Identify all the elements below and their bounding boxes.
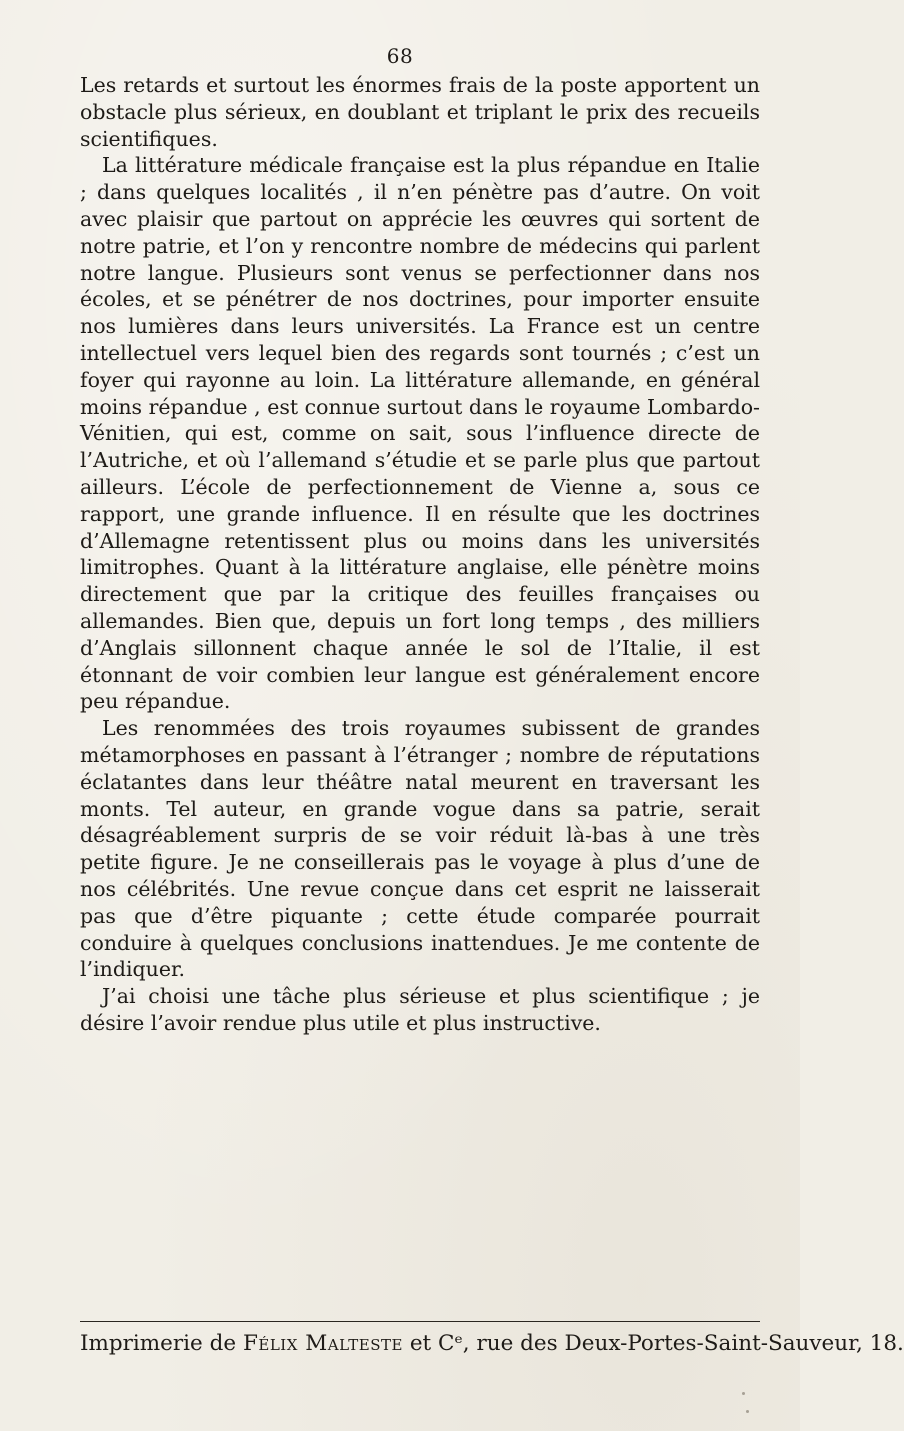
paragraph-chosen-task: J’ai choisi une tâche plus sérieuse et plus scientifique ; je désire l’avoir rendue plus utile et plus instructive. bbox=[80, 984, 760, 1035]
imprint-prefix: Imprimerie de bbox=[80, 1331, 243, 1356]
printer-imprint bbox=[80, 1331, 904, 1356]
footer-rule bbox=[80, 1321, 760, 1322]
imprint-address: et Cᵉ, rue des Deux-Portes-Saint-Sauveur, 18. bbox=[403, 1331, 904, 1356]
paragraph-postal-costs: Les retards et surtout les énormes frais de la poste apportent un obstacle plus sérieux, en doublant et triplant le prix des recueils scientifiques. bbox=[80, 73, 760, 151]
paragraph-reputations: Les renommées des trois royaumes subissent de grandes métamorphoses en passant à l’étranger ; nombre de réputations éclatantes dans leur théâtre natal meurent en traversant les monts. Tel auteur, en grande vogue dans sa patrie, serait désagréablement surpris de se voir réduit là-bas à une très petite figure. Je ne conseillerais pas le voyage à plus d’une de nos célébrités. Une revue conçue dans cet esprit ne laisserait pas que d’être piquante ; cette étude comparée pourrait conduire à quelques conclusions inattendues. Je me contente de l’indiquer. bbox=[80, 716, 760, 982]
paper-speck bbox=[742, 1392, 745, 1395]
imprint-printer-name: Félix Malteste bbox=[242, 1331, 403, 1356]
body-text bbox=[80, 72, 760, 1037]
paragraph-medical-literature: La littérature médicale française est la plus répandue en Italie ; dans quelques localités , il n’en pénètre pas d’autre. On voit avec plaisir que partout on apprécie les œuvres qui sortent de notre patrie, et l’on y rencontre nombre de médecins qui parlent notre langue. Plusieurs sont venus se perfectionner dans nos écoles, et se pénétrer de nos doctrines, pour importer ensuite nos lumières dans leurs universités. La France est un centre intellectuel vers lequel bien des regards sont tournés ; c’est un foyer qui rayonne au loin. La littérature allemande, en général moins répandue , est connue surtout dans le royaume Lombardo-Vénitien, qui est, comme on sait, sous l’influence directe de l’Autriche, et où l’allemand s’étudie et se parle plus que partout ailleurs. L’école de perfectionnement de Vienne a, sous ce rapport, une grande influence. Il en résulte que les doctrines d’Allemagne retentissent plus ou moins dans les universités limitrophes. Quant à la littérature anglaise, elle pénètre moins directement que par la critique des feuilles françaises ou allemandes. Bien que, depuis un fort long temps , des milliers d’Anglais sillonnent chaque année le sol de l’Italie, il est étonnant de voir combien leur langue est généralement encore peu répandue. bbox=[80, 153, 760, 714]
paper-speck bbox=[746, 1410, 749, 1413]
page-number: 68 bbox=[386, 44, 414, 68]
